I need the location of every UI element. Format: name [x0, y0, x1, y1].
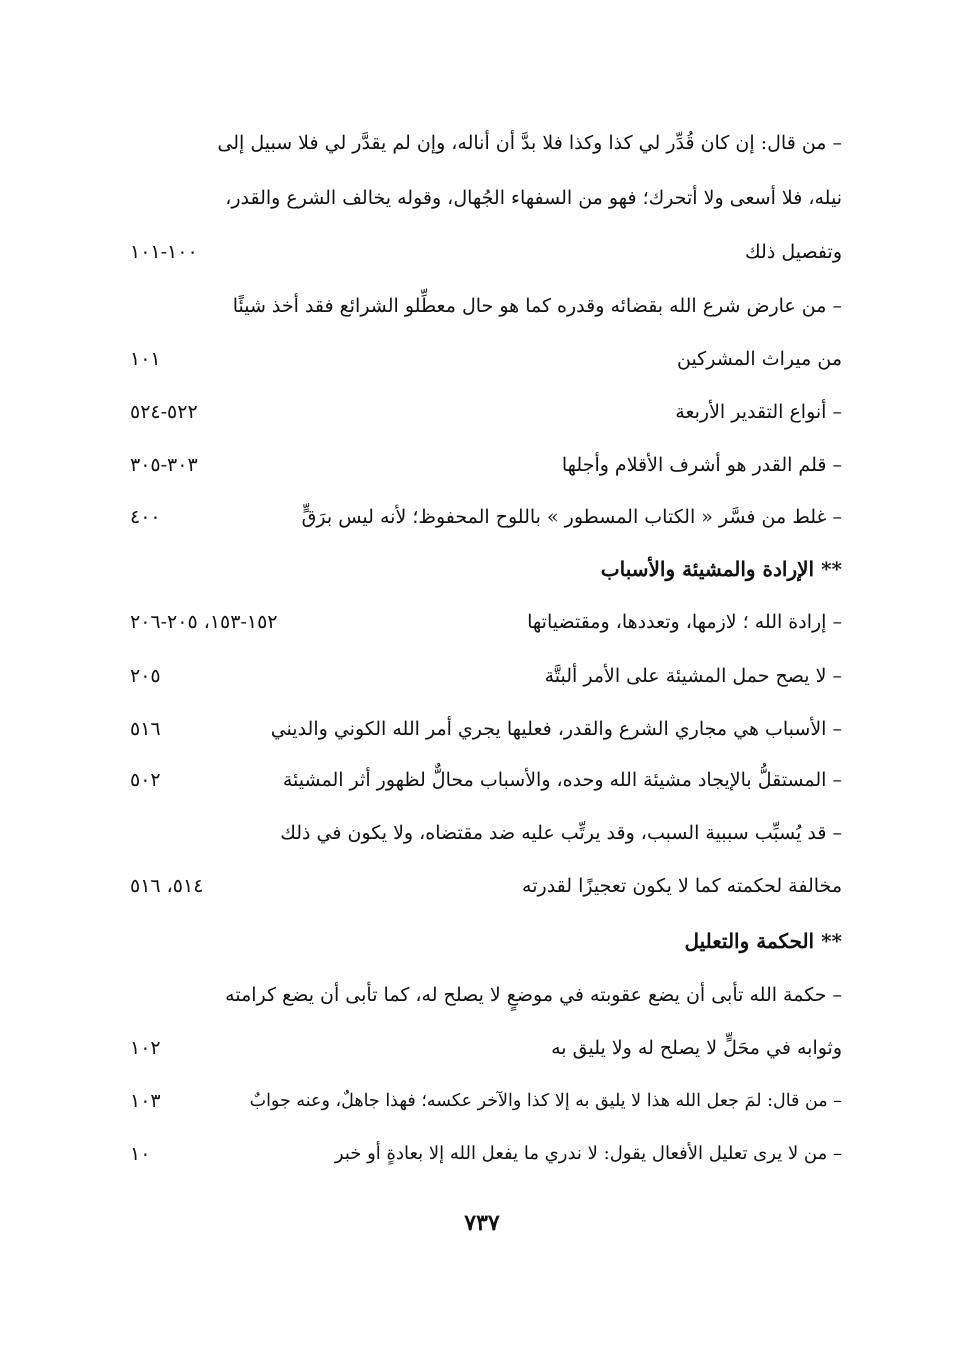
- entry-text: نيله، فلا أسعى ولا أتحرك؛ فهو من السفهاء الجُهال، وقوله يخالف الشرع والقدر،: [225, 187, 842, 209]
- entry-text: – غلط من فسَّر « الكتاب المسطور » باللوح المحفوظ؛ لأنه ليس برَقٍّ: [301, 506, 842, 528]
- entry-text: – من لا يرى تعليل الأفعال يقول: لا ندري ما يفعل الله إلا بعادةٍ أو خبر: [334, 1143, 842, 1164]
- index-line: [120, 278, 842, 334]
- page-reference: ٣٠٣-٣٠٥: [130, 454, 198, 476]
- entry-text: – قلم القدر هو أشرف الأقلام وأجلها: [561, 454, 842, 476]
- page-reference: ١٥٢-١٥٣، ٢٠٥-٢٠٦: [130, 611, 278, 633]
- index-line: [120, 858, 842, 914]
- index-line: [120, 384, 842, 440]
- entry-text: – الأسباب هي مجاري الشرع والقدر، فعليها يجري أمر الله الكوني والديني: [270, 718, 842, 740]
- page-reference: ٥٢٢-٥٢٤: [130, 401, 198, 423]
- page-reference: ١٠٢: [130, 1037, 161, 1059]
- entry-text: – إرادة الله ؛ لازمها، وتعددها، ومقتضياتها: [527, 611, 842, 633]
- page-reference: ٥١٤، ٥١٦: [130, 875, 204, 897]
- index-line: [120, 701, 842, 757]
- entry-text: – من عارض شرع الله بقضائه وقدره كما هو حال معطِّلو الشرائع فقد أخذ شيئًا: [232, 295, 842, 317]
- index-line: [120, 805, 842, 861]
- entry-text: – من قال: إن كان قُدِّر لي كذا وكذا فلا بدَّ أن أناله، وإن لم يقدَّر لي فلا سبيل إلى: [217, 132, 842, 154]
- entry-text: وتفصيل ذلك: [745, 241, 842, 263]
- index-line: [120, 1020, 842, 1076]
- index-line: [120, 224, 842, 280]
- page-reference: ٢٠٥: [130, 665, 161, 687]
- entry-text: – من قال: لمَ جعل الله هذا لا يليق به إلا كذا والآخر عكسه؛ فهذا جاهلٌ، وعنه جوابٌ: [249, 1091, 842, 1111]
- section-heading: ** الإرادة والمشيئة والأسباب: [600, 557, 842, 581]
- index-line: [120, 967, 842, 1023]
- index-line: [120, 115, 842, 171]
- entry-text: – حكمة الله تأبى أن يضع عقوبته في موضعٍ لا يصلح له، كما تأبى أن يضع كرامته: [225, 984, 842, 1006]
- index-line: [120, 437, 842, 493]
- index-line: [120, 752, 842, 808]
- page-reference: ١٠٠-١٠١: [130, 241, 198, 263]
- section-heading: ** الحكمة والتعليل: [684, 929, 842, 953]
- entry-text: – أنواع التقدير الأربعة: [675, 401, 842, 423]
- index-line: [120, 331, 842, 387]
- index-line: [120, 489, 842, 545]
- index-line: [120, 1073, 842, 1129]
- index-line: [120, 594, 842, 650]
- entry-text: مخالفة لحكمته كما لا يكون تعجيزًا لقدرته: [522, 875, 842, 897]
- page-reference: ٤٠٠: [130, 506, 161, 528]
- index-line: [120, 648, 842, 704]
- entry-text: وثوابه في محَلٍّ لا يصلح له ولا يليق به: [551, 1037, 842, 1059]
- page-reference: ١٠٣: [130, 1090, 161, 1112]
- entry-text: – قد يُسبِّب سببية السبب، وقد يرتِّب عليه ضد مقتضاه، ولا يكون في ذلك: [280, 822, 842, 844]
- page-reference: ٥١٦: [130, 718, 161, 740]
- entry-text: – المستقلُّ بالإيجاد مشيئة الله وحده، والأسباب محالٌّ لظهور أثر المشيئة: [282, 769, 842, 791]
- index-line: [120, 1126, 842, 1182]
- page-number: ٧٣٧: [464, 1210, 500, 1236]
- page-reference: ١٠: [130, 1143, 151, 1165]
- entry-text: – لا يصح حمل المشيئة على الأمر ألبتَّة: [544, 665, 842, 687]
- page-reference: ١٠١: [130, 348, 161, 370]
- page-reference: ٥٠٢: [130, 769, 161, 791]
- index-line: [120, 170, 842, 226]
- entry-text: من ميراث المشركين: [676, 348, 842, 370]
